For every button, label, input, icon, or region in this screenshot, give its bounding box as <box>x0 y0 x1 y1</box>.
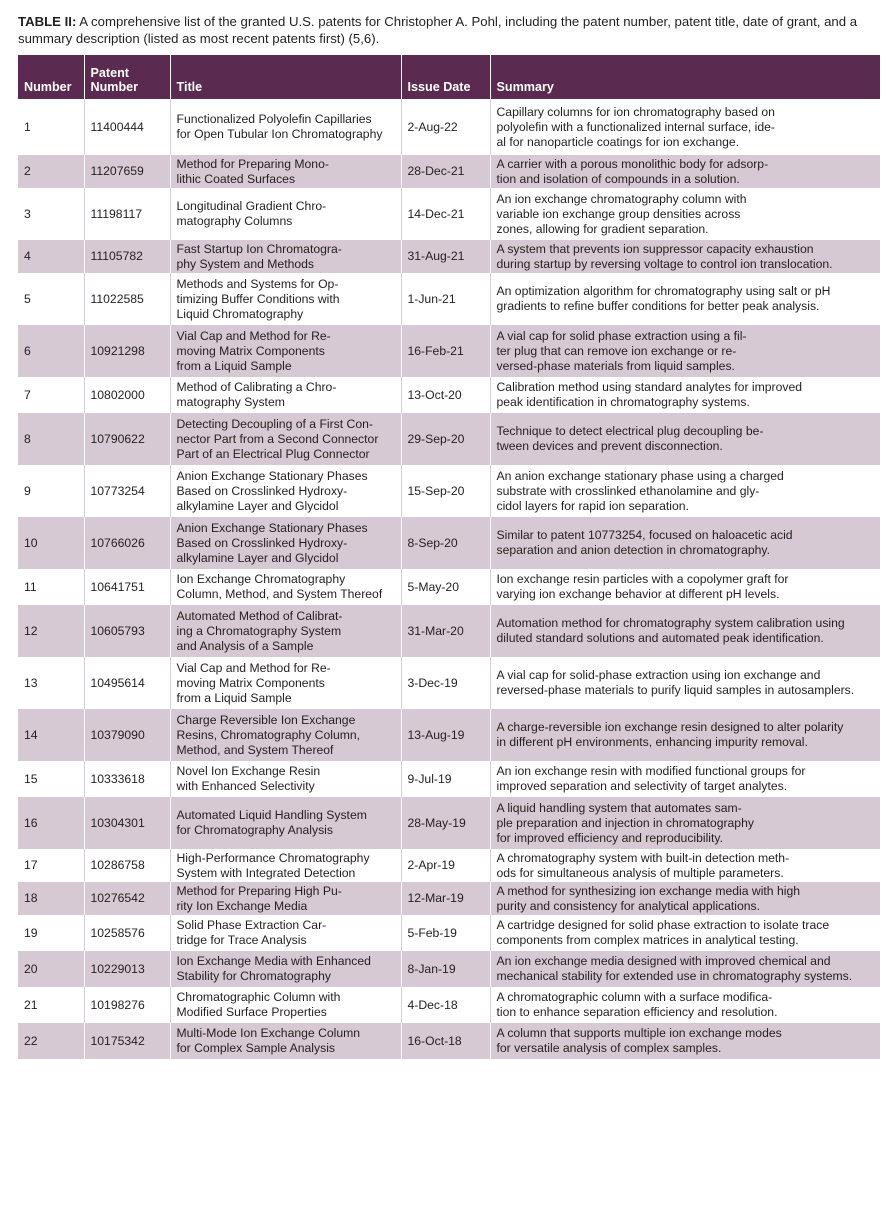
table-row <box>18 915 880 951</box>
row-number: 7 <box>18 377 84 413</box>
row-title-line: Method for Preparing High Pu- <box>176 883 342 898</box>
row-issue-date: 16-Oct-18 <box>401 1023 490 1059</box>
row-summary-line: reversed-phase materials to purify liquid samples in autosamplers. <box>496 683 855 697</box>
row-title-line: Method of Calibrating a Chro- <box>176 380 337 394</box>
row-summary <box>490 240 880 273</box>
row-issue-date: 12-Mar-19 <box>401 882 490 915</box>
table-row <box>18 1023 880 1059</box>
row-summary-line: An ion exchange chromatography column with <box>496 191 747 206</box>
row-summary-line: tion and isolation of compounds in a solution. <box>496 171 740 186</box>
table-row <box>18 465 880 517</box>
header-number: Number <box>18 55 84 99</box>
row-title <box>170 987 401 1023</box>
row-patent-number: 10790622 <box>84 413 170 465</box>
row-patent-number: 10921298 <box>84 325 170 377</box>
row-title <box>170 951 401 987</box>
row-title <box>170 377 401 413</box>
row-number: 16 <box>18 797 84 849</box>
row-summary-line: during startup by reversing voltage to control ion translocation. <box>496 256 833 271</box>
row-number: 8 <box>18 413 84 465</box>
row-issue-date: 13-Oct-20 <box>401 377 490 413</box>
table-row <box>18 377 880 413</box>
row-summary-line: substrate with crosslinked ethanolamine and gly- <box>496 483 760 498</box>
row-patent-number: 11207659 <box>84 155 170 188</box>
row-patent-number: 11105782 <box>84 240 170 273</box>
row-summary <box>490 273 880 325</box>
row-issue-date: 16-Feb-21 <box>401 325 490 377</box>
row-summary <box>490 517 880 569</box>
row-issue-date: 5-May-20 <box>401 569 490 605</box>
row-title <box>170 915 401 951</box>
table-caption <box>18 13 880 47</box>
row-title <box>170 709 401 761</box>
header-issue-date: Issue Date <box>401 55 490 99</box>
row-title-line: matography Columns <box>176 214 293 228</box>
row-title-line: for Chromatography Analysis <box>176 823 333 837</box>
table-row <box>18 273 880 325</box>
row-patent-number: 10773254 <box>84 465 170 517</box>
row-summary-line: A cartridge designed for solid phase extraction to isolate trace <box>496 918 830 932</box>
row-patent-number: 10304301 <box>84 797 170 849</box>
row-summary <box>490 657 880 709</box>
row-title-line: Resins, Chromatography Column, <box>176 727 361 742</box>
row-summary-line: A chromatographic column with a surface modifica- <box>496 990 773 1004</box>
row-title-line: from a Liquid Sample <box>176 358 292 373</box>
row-summary-line: A charge-reversible ion exchange resin designed to alter polarity <box>496 720 844 734</box>
row-title-line: Modified Surface Properties <box>176 1005 327 1019</box>
row-title <box>170 517 401 569</box>
row-title <box>170 465 401 517</box>
row-title-line: alkylamine Layer and Glycidol <box>176 550 339 565</box>
row-summary <box>490 797 880 849</box>
row-patent-number: 11400444 <box>84 99 170 155</box>
table-row <box>18 951 880 987</box>
row-number: 15 <box>18 761 84 797</box>
row-summary-line: Technique to detect electrical plug decoupling be- <box>496 424 764 438</box>
row-issue-date: 5-Feb-19 <box>401 915 490 951</box>
row-number: 18 <box>18 882 84 915</box>
header-row <box>18 55 880 99</box>
row-title-line: Method for Preparing Mono- <box>176 156 329 171</box>
row-summary-line: An ion exchange media designed with improved chemical and <box>496 954 831 968</box>
row-title-line: Automated Liquid Handling System <box>176 808 367 822</box>
row-summary-line: peak identification in chromatography systems. <box>496 395 750 409</box>
row-title <box>170 240 401 273</box>
row-title-line: moving Matrix Components <box>176 343 325 358</box>
row-summary-line: zones, allowing for gradient separation. <box>496 221 709 236</box>
row-title-line: timizing Buffer Conditions with <box>176 291 340 306</box>
row-title-line: Charge Reversible Ion Exchange <box>176 712 356 727</box>
row-title-line: Vial Cap and Method for Re- <box>176 660 331 675</box>
row-title <box>170 413 401 465</box>
row-summary-line: variable ion exchange group densities across <box>496 206 741 221</box>
row-summary-line: ods for simultaneous analysis of multiple parameters. <box>496 865 784 880</box>
row-number: 13 <box>18 657 84 709</box>
row-title-line: Multi-Mode Ion Exchange Column <box>176 1026 361 1040</box>
row-title-line: Ion Exchange Media with Enhanced <box>176 954 371 968</box>
row-title-line: Novel Ion Exchange Resin <box>176 764 321 778</box>
row-title <box>170 99 401 155</box>
row-title <box>170 155 401 188</box>
row-summary <box>490 849 880 882</box>
row-summary-line: purity and consistency for analytical applications. <box>496 898 761 913</box>
row-patent-number: 10802000 <box>84 377 170 413</box>
row-summary-line: varying ion exchange behavior at different pH levels. <box>496 587 780 601</box>
row-title-line: Solid Phase Extraction Car- <box>176 918 327 932</box>
row-patent-number: 10333618 <box>84 761 170 797</box>
row-summary-line: tween devices and prevent disconnection. <box>496 439 723 453</box>
row-summary-line: gradients to refine buffer conditions for better peak analysis. <box>496 299 820 313</box>
row-number: 14 <box>18 709 84 761</box>
row-title-line: phy System and Methods <box>176 256 315 271</box>
table-row <box>18 155 880 188</box>
row-title-line: Column, Method, and System Thereof <box>176 587 383 601</box>
row-issue-date: 31-Aug-21 <box>401 240 490 273</box>
row-summary <box>490 951 880 987</box>
row-title-line: High-Performance Chromatography <box>176 850 370 865</box>
row-summary <box>490 987 880 1023</box>
row-summary-line: An anion exchange stationary phase using a charged <box>496 468 784 483</box>
table-row <box>18 99 880 155</box>
table-row <box>18 882 880 915</box>
row-title <box>170 273 401 325</box>
row-number: 11 <box>18 569 84 605</box>
row-title-line: lithic Coated Surfaces <box>176 171 296 186</box>
table-row <box>18 797 880 849</box>
table-header <box>18 55 880 99</box>
row-patent-number: 10229013 <box>84 951 170 987</box>
row-patent-number: 11022585 <box>84 273 170 325</box>
row-title-line: Anion Exchange Stationary Phases <box>176 468 368 483</box>
table-row <box>18 761 880 797</box>
row-title-line: Vial Cap and Method for Re- <box>176 328 331 343</box>
row-summary <box>490 99 880 155</box>
row-summary-line: al for nanoparticle coatings for ion exchange. <box>496 134 740 149</box>
row-summary <box>490 761 880 797</box>
row-summary-line: mechanical stability for extended use in chromatography systems. <box>496 969 853 983</box>
row-patent-number: 10198276 <box>84 987 170 1023</box>
row-summary-line: for versatile analysis of complex samples. <box>496 1041 722 1055</box>
row-number: 17 <box>18 849 84 882</box>
row-summary <box>490 709 880 761</box>
row-summary <box>490 465 880 517</box>
row-summary <box>490 188 880 240</box>
row-patent-number: 10175342 <box>84 1023 170 1059</box>
row-summary <box>490 882 880 915</box>
row-summary-line: Capillary columns for ion chromatography based on <box>496 104 775 119</box>
row-summary-line: A carrier with a porous monolithic body for adsorp- <box>496 156 769 171</box>
table-row <box>18 325 880 377</box>
row-issue-date: 3-Dec-19 <box>401 657 490 709</box>
row-summary-line: Automation method for chromatography system calibration using <box>496 616 845 630</box>
row-title-line: Based on Crosslinked Hydroxy- <box>176 483 348 498</box>
row-number: 20 <box>18 951 84 987</box>
row-title-line: moving Matrix Components <box>176 675 325 690</box>
row-number: 9 <box>18 465 84 517</box>
row-issue-date: 28-May-19 <box>401 797 490 849</box>
table-row <box>18 413 880 465</box>
caption-label: TABLE II: <box>18 14 77 29</box>
row-title <box>170 188 401 240</box>
row-patent-number: 10276542 <box>84 882 170 915</box>
row-title-line: Methods and Systems for Op- <box>176 276 339 291</box>
row-summary-line: A liquid handling system that automates sam- <box>496 800 742 815</box>
row-issue-date: 2-Aug-22 <box>401 99 490 155</box>
table-row <box>18 240 880 273</box>
row-title <box>170 882 401 915</box>
row-summary-line: versed-phase materials from liquid samples. <box>496 358 735 373</box>
row-number: 22 <box>18 1023 84 1059</box>
row-title-line: with Enhanced Selectivity <box>176 779 315 793</box>
row-summary <box>490 605 880 657</box>
row-title <box>170 569 401 605</box>
row-summary-line: An ion exchange resin with modified functional groups for <box>496 764 806 778</box>
header-summary: Summary <box>490 55 880 99</box>
row-number: 6 <box>18 325 84 377</box>
row-summary-line: ter plug that can remove ion exchange or re- <box>496 343 737 358</box>
row-number: 1 <box>18 99 84 155</box>
row-title <box>170 657 401 709</box>
header-title: Title <box>170 55 401 99</box>
row-title-line: System with Integrated Detection <box>176 865 356 880</box>
row-title-line: Fast Startup Ion Chromatogra- <box>176 241 342 256</box>
row-number: 4 <box>18 240 84 273</box>
row-summary-line: diluted standard solutions and automated peak identification. <box>496 631 824 645</box>
row-title-line: Part of an Electrical Plug Connector <box>176 446 370 461</box>
row-title-line: Based on Crosslinked Hydroxy- <box>176 535 348 550</box>
row-title <box>170 849 401 882</box>
row-title-line: Liquid Chromatography <box>176 306 304 321</box>
row-number: 19 <box>18 915 84 951</box>
header-patent-number-line2: Number <box>90 80 139 94</box>
row-title-line: for Open Tubular Ion Chromatography <box>176 127 383 141</box>
row-number: 2 <box>18 155 84 188</box>
row-summary <box>490 155 880 188</box>
row-summary-line: A system that prevents ion suppressor capacity exhaustion <box>496 241 814 256</box>
table-row <box>18 709 880 761</box>
row-summary <box>490 377 880 413</box>
row-summary-line: A method for synthesizing ion exchange media with high <box>496 883 801 898</box>
row-patent-number: 10605793 <box>84 605 170 657</box>
row-number: 12 <box>18 605 84 657</box>
row-title <box>170 797 401 849</box>
row-number: 5 <box>18 273 84 325</box>
row-patent-number: 10495614 <box>84 657 170 709</box>
row-issue-date: 4-Dec-18 <box>401 987 490 1023</box>
patents-table <box>18 55 880 1059</box>
row-patent-number: 10258576 <box>84 915 170 951</box>
row-summary-line: for improved efficiency and reproducibility. <box>496 830 723 845</box>
row-issue-date: 29-Sep-20 <box>401 413 490 465</box>
row-title-line: and Analysis of a Sample <box>176 638 314 653</box>
table-row <box>18 657 880 709</box>
row-patent-number: 10379090 <box>84 709 170 761</box>
row-issue-date: 2-Apr-19 <box>401 849 490 882</box>
table-row <box>18 569 880 605</box>
row-issue-date: 28-Dec-21 <box>401 155 490 188</box>
row-title <box>170 605 401 657</box>
row-title <box>170 761 401 797</box>
table-row <box>18 188 880 240</box>
row-title-line: matography System <box>176 395 285 409</box>
header-patent-number-line1: Patent <box>90 66 129 80</box>
row-number: 3 <box>18 188 84 240</box>
row-summary-line: An optimization algorithm for chromatography using salt or pH <box>496 284 831 298</box>
row-summary-line: components from complex matrices in analytical testing. <box>496 933 799 947</box>
table-row <box>18 605 880 657</box>
row-title-line: Ion Exchange Chromatography <box>176 572 346 586</box>
row-issue-date: 1-Jun-21 <box>401 273 490 325</box>
row-issue-date: 8-Jan-19 <box>401 951 490 987</box>
row-title-line: Automated Method of Calibrat- <box>176 608 343 623</box>
row-title <box>170 1023 401 1059</box>
row-summary <box>490 325 880 377</box>
row-title-line: ing a Chromatography System <box>176 623 342 638</box>
row-title-line: from a Liquid Sample <box>176 690 292 705</box>
row-issue-date: 8-Sep-20 <box>401 517 490 569</box>
row-number: 10 <box>18 517 84 569</box>
row-summary-line: ple preparation and injection in chromatography <box>496 815 754 830</box>
row-title-line: alkylamine Layer and Glycidol <box>176 498 339 513</box>
row-issue-date: 15-Sep-20 <box>401 465 490 517</box>
table-row <box>18 987 880 1023</box>
row-title-line: Functionalized Polyolefin Capillaries <box>176 112 372 126</box>
row-summary-line: Calibration method using standard analytes for improved <box>496 380 803 394</box>
row-summary-line: cidol layers for rapid ion separation. <box>496 498 689 513</box>
table-body <box>18 99 880 1059</box>
row-issue-date: 9-Jul-19 <box>401 761 490 797</box>
row-title-line: for Complex Sample Analysis <box>176 1041 336 1055</box>
row-summary <box>490 1023 880 1059</box>
row-summary <box>490 915 880 951</box>
header-patent-number <box>84 55 170 99</box>
row-title <box>170 325 401 377</box>
row-title-line: Chromatographic Column with <box>176 990 341 1004</box>
row-summary-line: A column that supports multiple ion exchange modes <box>496 1026 782 1040</box>
row-summary-line: Ion exchange resin particles with a copolymer graft for <box>496 572 789 586</box>
row-summary-line: A vial cap for solid phase extraction using a fil- <box>496 328 747 343</box>
row-summary-line: improved separation and selectivity of target analytes. <box>496 779 788 793</box>
row-summary-line: tion to enhance separation efficiency and resolution. <box>496 1005 778 1019</box>
row-title-line: Anion Exchange Stationary Phases <box>176 520 368 535</box>
row-title-line: Longitudinal Gradient Chro- <box>176 199 327 213</box>
row-patent-number: 11198117 <box>84 188 170 240</box>
row-summary-line: Similar to patent 10773254, focused on haloacetic acid <box>496 528 793 542</box>
row-summary-line: A vial cap for solid-phase extraction using ion exchange and <box>496 668 821 682</box>
row-summary <box>490 569 880 605</box>
row-title-line: Detecting Decoupling of a First Con- <box>176 416 373 431</box>
row-title-line: rity Ion Exchange Media <box>176 898 308 913</box>
row-issue-date: 13-Aug-19 <box>401 709 490 761</box>
row-issue-date: 14-Dec-21 <box>401 188 490 240</box>
row-summary-line: polyolefin with a functionalized internal surface, ide- <box>496 119 775 134</box>
row-patent-number: 10766026 <box>84 517 170 569</box>
row-title-line: nector Part from a Second Connector <box>176 431 379 446</box>
row-title-line: Stability for Chromatography <box>176 969 331 983</box>
row-title-line: tridge for Trace Analysis <box>176 933 307 947</box>
row-patent-number: 10641751 <box>84 569 170 605</box>
row-issue-date: 31-Mar-20 <box>401 605 490 657</box>
row-number: 21 <box>18 987 84 1023</box>
row-summary-line: separation and anion detection in chromatography. <box>496 543 770 557</box>
table-row <box>18 517 880 569</box>
table-row <box>18 849 880 882</box>
row-title-line: Method, and System Thereof <box>176 742 334 757</box>
row-summary <box>490 413 880 465</box>
row-summary-line: A chromatography system with built-in detection meth- <box>496 850 790 865</box>
row-summary-line: in different pH environments, enhancing impurity removal. <box>496 735 808 749</box>
caption-text: A comprehensive list of the granted U.S. patents for Christopher A. Pohl, including the patent number, patent title, date of grant, and a summary description (listed as most recent patents first) (5,6). <box>18 14 858 46</box>
row-patent-number: 10286758 <box>84 849 170 882</box>
